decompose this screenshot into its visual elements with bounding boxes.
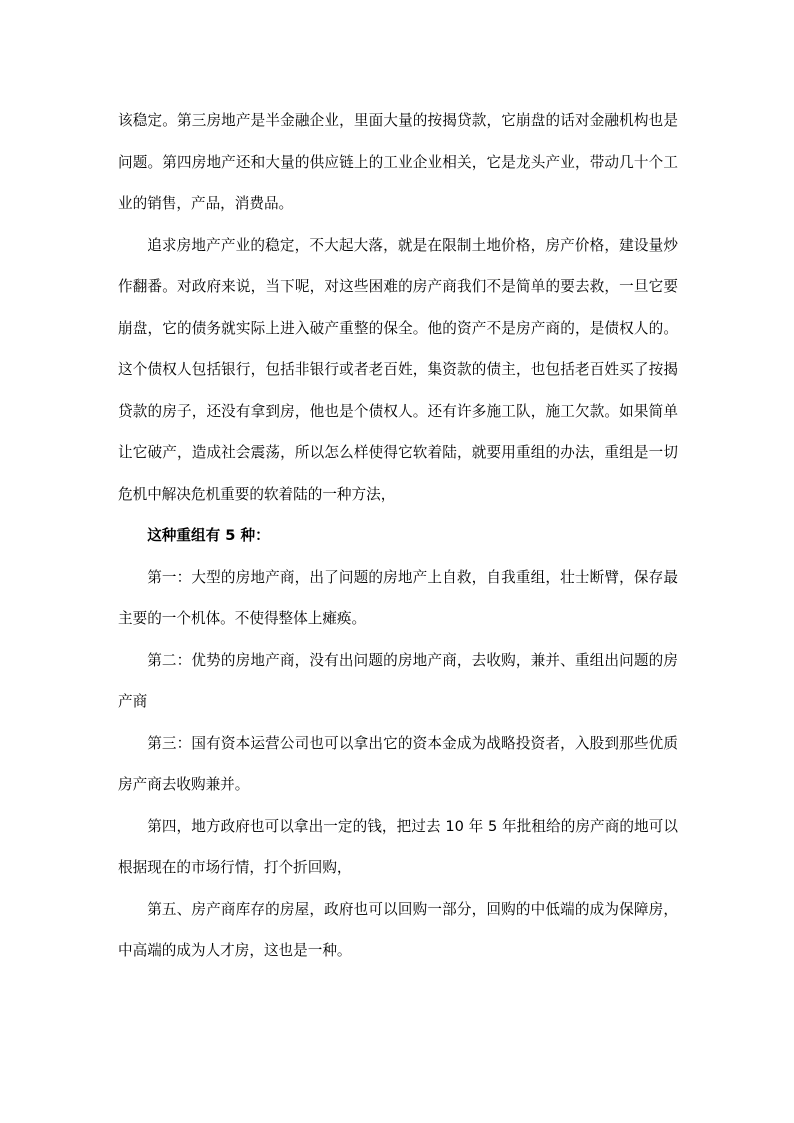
- section-heading-restructuring-types: 这种重组有 5 种：: [147, 527, 270, 544]
- list-item-third: 第三：国有资本运营公司也可以拿出它的资本金成为战略投资者，入股到那些优质房产商去收购兼并。: [118, 734, 678, 793]
- list-item-fifth: 第五、房产商库存的房屋，政府也可以回购一部分，回购的中低端的成为保障房，中高端的成为人才房，这也是一种。: [118, 900, 678, 959]
- list-item-first: 第一：大型的房地产商，出了问题的房地产上自救，自我重组，壮士断臂，保存最主要的一个机体。不使得整体上瘫痪。: [118, 568, 678, 627]
- document-body: [118, 100, 678, 972]
- paragraph-continuation: 该稳定。第三房地产是半金融企业，里面大量的按揭贷款，它崩盘的话对金融机构也是问题。第四房地产还和大量的供应链上的工业企业相关，它是龙头产业，带动几十个工业的销售，产品，消费品。: [118, 112, 678, 212]
- paragraph-real-estate-stability: 追求房地产产业的稳定，不大起大落，就是在限制土地价格，房产价格，建设量炒作翻番。对政府来说，当下呢，对这些困难的房产商我们不是简单的要去救，一旦它要崩盘，它的债务就实际上进入破产重整的保全。他的资产不是房产商的，是债权人的。这个债权人包括银行，包括非银行或者老百姓，集资款的债主，也包括老百姓买了按揭贷款的房子，还没有拿到房，他也是个债权人。还有许多施工队，施工欠款。如果简单让它破产，造成社会震荡，所以怎么样使得它软着陆，就要用重组的办法，重组是一切危机中解决危机重要的软着陆的一种方法，: [118, 236, 678, 503]
- list-item-fourth: 第四，地方政府也可以拿出一定的钱，把过去 10 年 5 年批租给的房产商的地可以根据现在的市场行情，打个折回购，: [118, 817, 678, 876]
- list-item-second: 第二：优势的房地产商，没有出问题的房地产商，去收购，兼并、重组出问题的房产商: [118, 651, 678, 710]
